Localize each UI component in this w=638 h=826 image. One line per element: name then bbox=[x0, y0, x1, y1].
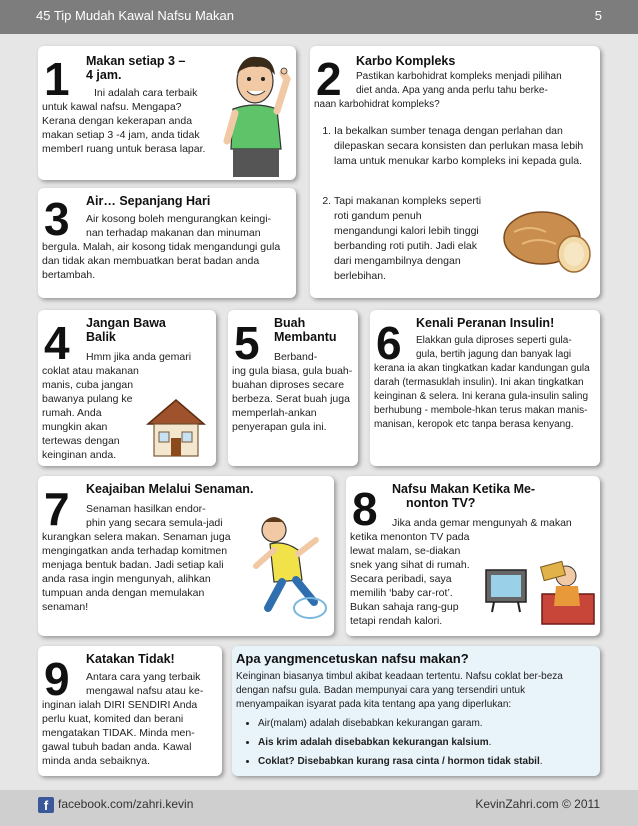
tip-body-line: Senaman hasilkan endor- bbox=[86, 503, 206, 515]
tip-body-line: phin yang secara semula-jadi bbox=[86, 517, 223, 529]
tip-body-first-line: Berband- bbox=[274, 351, 318, 363]
tip-title: Keajaiban Melalui Senaman. bbox=[86, 482, 254, 496]
page-number: 5 bbox=[594, 8, 602, 23]
tip-list bbox=[334, 194, 484, 288]
tip-box-9 bbox=[38, 646, 222, 776]
tip-number: 3 bbox=[44, 193, 70, 245]
list-item: • Ais krim adalah disebabkan kekurangan kalsium. bbox=[258, 735, 594, 750]
tip-box-8 bbox=[346, 476, 600, 636]
page-footer bbox=[0, 790, 638, 826]
tip-body: inginan ialah DIRI SENDIRI Anda perlu kuat, komited dan berani mengatakan TIDAK. Minda men-gawal tubuh badan anda. Kawal minda anda sebaiknya. bbox=[42, 699, 198, 767]
tip-title: Air… Sepanjang Hari bbox=[86, 194, 211, 208]
tip-title: Karbo Kompleks bbox=[356, 54, 456, 68]
tip-body: untuk kawal nafsu. Mengapa? Kerana dengan kekerapan anda makan setiap 3 -4 jam, anda tidak memberI ruang untuk berasa lapar. bbox=[42, 101, 206, 155]
question-title: Apa yangmencetuskan nafsu makan? bbox=[236, 651, 469, 666]
page-header bbox=[0, 0, 638, 34]
tip-body-first-line: Hmm jika anda gemari bbox=[86, 351, 192, 363]
tip-body-line: diet anda. Apa yang anda perlu tahu berke- bbox=[356, 85, 548, 96]
house-icon bbox=[144, 394, 208, 460]
tip-box-3 bbox=[38, 188, 296, 298]
question-box bbox=[232, 646, 600, 776]
list-item: • Air(malam) adalah disebabkan kekurangan garam. bbox=[258, 716, 594, 731]
bread-icon bbox=[500, 202, 596, 278]
tv-couch-icon bbox=[484, 550, 596, 630]
list-item: • Coklat? Disebabkan kurang rasa cinta / hormon tidak stabil. bbox=[258, 754, 594, 769]
tip-title: Makan setiap 3 – 4 jam. bbox=[86, 54, 186, 82]
tip-box-7 bbox=[38, 476, 334, 636]
tip-body-line: Pastikan karbohidrat kompleks menjadi pilihan bbox=[356, 71, 562, 82]
tip-body-first-line: Ini adalah cara terbaik bbox=[94, 87, 198, 99]
copyright: KevinZahri.com © 2011 bbox=[475, 797, 600, 811]
list-item: 1. Ia bekalkan sumber tenaga dengan perlahan dan dilepaskan secara konsisten dan perlukan masa lebih lama untuk menukar karbo kompleks ini kepada gula. bbox=[334, 124, 596, 169]
tip-body: bergula. Malah, air kosong tidak mengandungi gula dan tidak akan membuatkan berat badan anda bertambah. bbox=[42, 241, 281, 281]
tip-number: 6 bbox=[376, 317, 402, 369]
tip-body-line: naan karbohidrat kompleks? bbox=[314, 99, 440, 110]
tip-box-5 bbox=[228, 310, 358, 466]
tip-body-line: nan terhadap makanan dan minuman bbox=[86, 227, 261, 239]
tip-number: 7 bbox=[44, 483, 70, 535]
facebook-icon: f bbox=[38, 797, 54, 813]
tip-number: 9 bbox=[44, 653, 70, 705]
tip-title: Buah Membantu bbox=[274, 316, 337, 344]
tip-number: 2 bbox=[316, 53, 342, 105]
tip-box-2 bbox=[310, 46, 600, 298]
tip-body-first-line: Jika anda gemar mengunyah & makan bbox=[392, 517, 572, 529]
document-title: 45 Tip Mudah Kawal Nafsu Makan bbox=[36, 8, 234, 23]
tip-box-6 bbox=[370, 310, 600, 466]
tip-body-line: Elakkan gula diproses seperti gula- bbox=[416, 335, 572, 346]
tip-body: coklat atau makanan manis, cuba jangan bawanya pulang ke rumah. Anda mungkin akan tertewas dengan keinginan anda. bbox=[42, 365, 139, 461]
tip-title: Jangan Bawa Balik bbox=[86, 316, 166, 344]
tip-body: ing gula biasa, gula buah-buahan diproses secare berbeza. Serat buah juga memperlah-ankan penyerapan gula ini. bbox=[232, 365, 353, 433]
tip-number: 8 bbox=[352, 483, 378, 535]
man-cartoon-icon bbox=[213, 49, 293, 177]
tip-number: 5 bbox=[234, 317, 260, 369]
question-body: Keinginan biasanya timbul akibat keadaan tertentu. Nafsu coklat ber-beza dengan nafsu gula. Badan mempunyai cara yang tersendiri untuk menyampaikan isyarat pada kita tentang apa yang diperlukan: bbox=[236, 671, 563, 710]
tip-box-1 bbox=[38, 46, 296, 180]
tip-body: ketika menonton TV pada lewat malam, se-diakan snek yang sihat di rumah. Secara peribadi, saya memilih ‘baby car-rot’. Bukan sahaja rang-gup tetapi rendah kalori. bbox=[350, 531, 470, 627]
tip-body-line: Antara cara yang terbaik bbox=[86, 671, 201, 683]
tip-body-line: gula, bertih jagung dan banyak lagi bbox=[416, 349, 572, 360]
tip-list bbox=[334, 124, 596, 173]
tip-body-line: Air kosong boleh mengurangkan keingi- bbox=[86, 213, 272, 225]
facebook-link[interactable]: facebook.com/zahri.kevin bbox=[58, 797, 194, 811]
tip-box-4 bbox=[38, 310, 216, 466]
tip-title: Nafsu Makan Ketika Me- nonton TV? bbox=[392, 482, 536, 510]
tip-body: kerana ia akan tingkatkan kadar kandungan gula darah (termasuklah insulin). Ini akan tingkatkan keinginan & selera. Ini kerana gula-insulin saling berhubung - membole-hkan terus makan manis-manisan, keropok etc tanpa berasa kenyang. bbox=[374, 363, 590, 430]
tip-number: 4 bbox=[44, 317, 70, 369]
list-item: 2. Tapi makanan kompleks seperti roti gandum penuh mengandungi kalori lebih tinggi berbanding roti putih. Jadi elak dari mengambilnya dengan berlebihan. bbox=[334, 194, 484, 284]
tip-body-line: mengawal nafsu atau ke- bbox=[86, 685, 204, 697]
tip-title: Katakan Tidak! bbox=[86, 652, 175, 666]
tip-title: Kenali Peranan Insulin! bbox=[416, 316, 555, 330]
tip-number: 1 bbox=[44, 53, 70, 105]
question-list bbox=[258, 716, 594, 773]
tip-body: kurangkan selera makan. Senaman juga mengingatkan anda terhadap komitmen menjaga bentuk badan. Jadi setiap kali anda rasa ingin mengunyah, alihkan tumpuan anda dengan memulakan senaman! bbox=[42, 531, 231, 613]
runner-icon bbox=[244, 510, 330, 622]
